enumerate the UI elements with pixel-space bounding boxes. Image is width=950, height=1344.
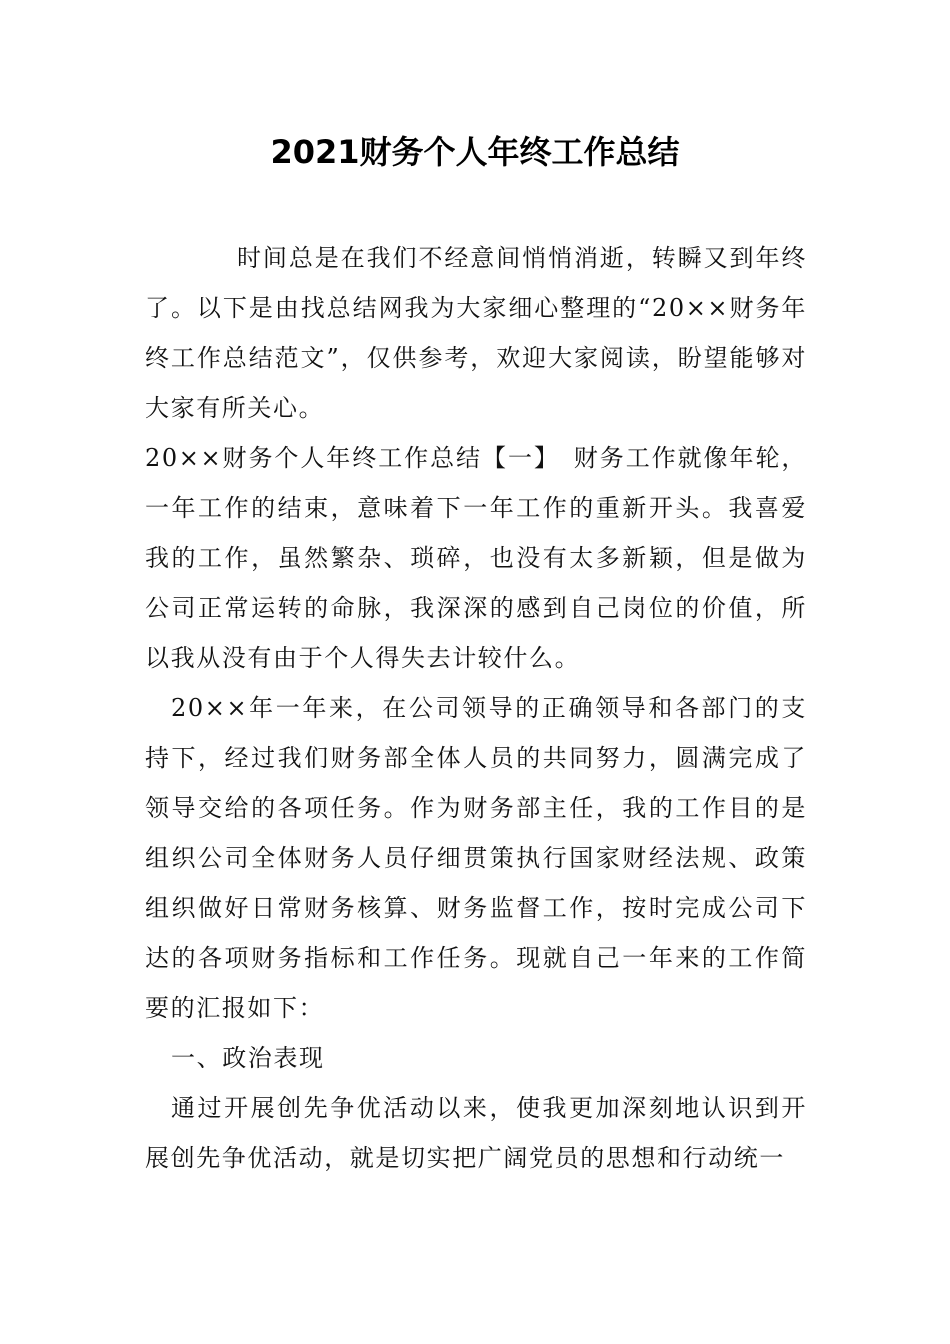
paragraph-summary-one: 20××财务个人年终工作总结【一】 财务工作就像年轮，一年工作的结束，意味着下一年工作的重新开头。我喜爱我的工作，虽然繁杂、琐碎，也没有太多新颖，但是做为公司正常运转的命脉，我深深的感到自己岗位的价值，所以我从没有由于个人得失去计较什么。 <box>145 444 807 672</box>
paragraph-political: 通过开展创先争优活动以来，使我更加深刻地认识到开展创先争优活动，就是切实把广阔党员的思想和行动统一 <box>145 1094 807 1172</box>
paragraph-year-review: 20××年一年来，在公司领导的正确领导和各部门的支持下，经过我们财务部全体人员的共同努力，圆满完成了领导交给的各项任务。作为财务部主任，我的工作目的是组织公司全体财务人员仔细贯策执行国家财经法规、政策组织做好日常财务核算、财务监督工作，按时完成公司下达的各项财务指标和工作任务。现就自己一年来的工作简要的汇报如下： <box>145 694 807 1022</box>
paragraph-intro: 时间总是在我们不经意间悄悄消逝，转瞬又到年终了。以下是由找总结网我为大家细心整理的“20××财务年终工作总结范文”，仅供参考，欢迎大家阅读，盼望能够对大家有所关心。 <box>145 244 807 422</box>
document-title: 2021财务个人年终工作总结 <box>270 133 680 171</box>
document-body <box>145 233 807 1183</box>
section-heading-political: 一、政治表现 <box>171 1044 325 1072</box>
